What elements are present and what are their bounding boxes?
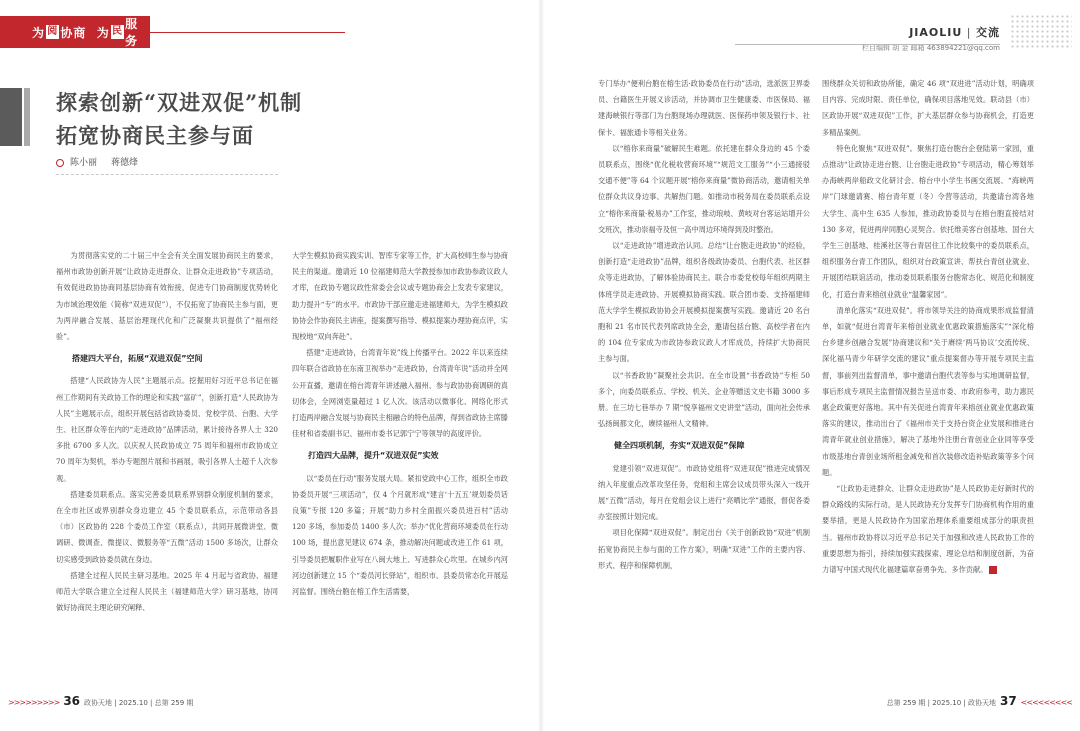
editor-meta: 栏目编辑 胡 金 邮箱 463894221@qq.com xyxy=(861,44,1000,52)
section-heading: 搭建四大平台，拓展“双进双促”空间 xyxy=(72,354,203,364)
header-rule-left xyxy=(150,32,345,33)
header-mid: 协商 为 xyxy=(60,25,110,40)
paragraph: 大学生模拟协商实践实训、智库专家等工作，扩大高校师生参与协商民主的渠道。邀请近 10 位福建师范大学教授参加市政协参政议政人才库，在政协专题议政性常委会会议或专题协商会上发表专家建议，助力提升“专”的水平。市政协干部应邀走进福建师大，为学生模拟政协协会作协商民主讲座，提案撰写指导、模拟提案办理协商点评，实现校地“双向奔赴”。 xyxy=(292,251,508,342)
byline xyxy=(56,155,138,168)
body-column-4 xyxy=(822,76,1034,578)
body-column-1 xyxy=(56,248,278,616)
header-suffix: 服务 xyxy=(125,17,139,48)
header-box-2: 民 xyxy=(111,26,123,37)
page-number-right: 37 xyxy=(999,694,1017,708)
page-number-left: 36 xyxy=(63,694,81,708)
paragraph: 以“书香政协”凝聚社会共识。在全市设置“书香政协”专柜 50 多个，向委员联系点、学校、机关、企业等赠送文史书籍 3000 多册。在三坊七巷举办 7 期“悦享福州文史讲堂”活动，面向社会传承弘扬闽都文化，赓续福州人文精神。 xyxy=(598,370,810,429)
header-rule-right xyxy=(735,44,1000,45)
closing-text: “让政协走进群众、让群众走进政协”是人民政协走好新时代的群众路线的实际行动，是人民政协充分发挥专门协商机构作用的重要举措，更是人民政协作为国家治理体系重要组成部分的职责担当。福州市政协将以习近平总书记关于加强和改进人民政协工作的重要思想为指引，持续加强实践探索、理论总结和制度创新，为奋力谱写中国式现代化福建篇章奋勇争先、多作贡献。 xyxy=(822,484,1034,575)
footer-meta-left: 政协天地 | 2025.10 | 总第 259 期 xyxy=(84,699,194,707)
title-accent-bar xyxy=(0,88,22,146)
paragraph: 搭建全过程人民民主研习基地。2025 年 4 月起与省政协、福建师范大学联合建立全过程人民民主（福建师范大学）研习基地，协同做好协商民主理论研究阐释、 xyxy=(56,570,278,613)
paragraph: 专门举办“便利台胞在榕生活·政协委员在行动”活动，选派医卫界委员、台籍医生开展义诊活动，并协调市卫生健康委、市医保局、福建海峡银行等部门为台胞现场办理就医、医保药申领及银行卡、社保卡、福旅通卡等相关业务。 xyxy=(598,79,810,137)
paragraph: 围绕群众关切和政协所能，确定 46 项“双进进”活动计划，明确项目内容、完成时限、责任单位，确保项目落地见效。联动县（市）区政协开展“双进双促”工作，扩大基层群众参与协商机会，打造更多精品案例。 xyxy=(822,79,1034,137)
brand xyxy=(862,24,1000,40)
paragraph: 项目化保障“双进双促”。制定出台《关于创新政协“双进”机制拓宽协商民主参与面的工作方案》，明确“双进”工作的主要内容、形式、程序和保障机制， xyxy=(598,528,810,570)
brand-en: JIAOLIU xyxy=(909,26,963,39)
article-title xyxy=(56,86,302,152)
paragraph: 为贯彻落实党的二十届三中全会有关全面发展协商民主的要求，福州市政协创新开展“让政协走进群众、让群众走进政协”专项活动，有效促进政协协商同基层协商有效衔接，促进专门协商制度优势转化为市域治理效能（简称“双进双促”），不仅拓宽了协商民主参与面，更为两岸融合发展、基层治理现代化和广泛凝聚共识提供了“福州经验”。 xyxy=(56,251,278,342)
title-line-1: 探索创新“双进双促”机制 xyxy=(56,90,303,115)
paragraph xyxy=(822,481,1034,578)
paragraph: 以“走进政协”增进政治认同。总结“让台胞走进政协”的经验，创新打造“走进政协”品牌，组织各级政协委员、台胞代表、社区群众等走进政协，了解体验协商民主。联合市委党校每年组织两期主体班学员走进政协、开展模拟协商实践。联合团市委、支持福建师范大学学生模拟政协协会开展模拟提案撰写实践。邀请近 20 名台胞和 21 名市民代表列席政协全会，邀请包括台胞、高校学者在内的 104 位专家成为市政协参政议政人才库成员，持续扩大协商民主参与面。 xyxy=(598,241,810,364)
body-column-3 xyxy=(598,76,810,574)
column-header-tab xyxy=(0,16,150,48)
paragraph: 搭建“人民政协为人民”主题展示点。挖掘用好习近平总书记在福州工作期间有关政协工作的理论和实践“富矿”，创新打造“人民政协为人民”主题展示点，组织开展包括省政协委员、党校学员、台胞、大学生、社区群众等在内的“走进政协”品牌活动，累计接待各界人士 320 多批 6700 多人次。以庆祝人民政协成立 75 周年和福州市政协成立 70 周年为契机，举办专题图片展和书画展，吸引各界人士超千人次参观。 xyxy=(56,376,278,483)
paragraph: 特色化聚焦“双进双促”。聚焦打造台胞台企登陆第一家园，重点推动“让政协走进台胞、让台胞走进政协”专项活动，精心筹划举办海峡两岸船政文化研讨会、榕台中小学生书画交流展、“海峡两岸”门球邀请赛、榕台青年夏（冬）令营等活动，共邀请台湾各地大学生、高中生 635 人参加，推动政协委员与在榕台胞直接结对 130 多对，促进两岸同胞心灵契合。依托维美客台创基地、国台大学生三创基地、桂溪社区等台青居住工作比较集中的委员联系点，组织服务台青工作团队，组织对台政策宣讲、帮扶台青创业就业、开展团结联谊活动，推动委员联系服务台胞常态化、规范化和制度化，打造台青来榕创业就业“温馨家园”。 xyxy=(822,143,1034,299)
header-prefix-1: 为 xyxy=(32,25,46,40)
page-spine xyxy=(538,0,544,731)
body-column-2 xyxy=(292,248,508,600)
footer-arrows-left: >>>>>>>>> xyxy=(8,698,60,707)
title-line-2: 拓宽协商民主参与面 xyxy=(56,123,254,148)
section-heading: 打造四大品牌，提升“双进双促”实效 xyxy=(308,451,439,461)
end-mark-icon: Z xyxy=(989,566,997,574)
footer-meta-right: 总第 259 期 | 2025.10 | 政协天地 xyxy=(886,699,996,707)
brand-sep: | xyxy=(966,26,972,39)
footer-arrows-right: <<<<<<<<< xyxy=(1020,698,1072,707)
paragraph: 搭建“走进政协，台湾青年说”线上传播平台。2022 年以来连续四年联合省政协在东南卫视举办“走进政协，台湾青年说”活动并全网公开直播，邀请在榕台湾青年讲述融入福州、参与政协协商调研的真切体会，全网浏览量超过 1 亿人次。该活动以微事化、网络化形式打造两岸融合发展与协商民主相融合的特色品牌，得到省政协主席滕佳材和省委副书记、福州市委书记郭宁宁等领导的高度评价。 xyxy=(292,348,508,439)
author-1: 陈小丽 xyxy=(70,158,98,168)
paragraph: 清单化落实“双进双促”。将市领导关注的协商成果形成监督清单，如就“促进台湾青年来榕创业就业优惠政策措施落实”“深化榕台乡建乡创融合发展”协商建议和“关于赓续‘两马协议’交流传统、深化福马青少年研学交流的建议”重点提案督办等开展专项民主监督，事前列出监督清单，事中邀请台胞代表等参与实地调研监督，事后形成专项民主监督情况报告呈送市委、市政府参考，助力惠民惠企政策更好落地。其中有关促进台湾青年来榕创业就业优惠政策落实的建议，推动出台了《福州市关于支持台资企业发展和推进台湾青年就业创业措施》，解决了基地外注册台青创业企业同等享受市级基地台青创业场所租金减免和首次装修改造补贴政策等多个问题。 xyxy=(822,305,1034,477)
paragraph: 以“榕你来商量”破解民生难题。依托建在群众身边的 45 个委员联系点，围绕“优化税收营商环境”“规范文工服务”“小三通接驳交通不便”等 64 个议题开展“榕你来商量”微协商活动，邀请相关单位群众共议身边事、共解热门题。如推动市税务局在委员联系点设立“榕你来商量·税易办”工作室，推动琅岐、黄岐对台客运站增开公交班次，推动崇福寺及恒一高中周边环境得到及时整治。 xyxy=(598,143,810,234)
brand-cn: 交流 xyxy=(976,26,1000,39)
byline-bullet-icon xyxy=(56,159,64,167)
paragraph: 党建引领“双进双促”。市政协党组将“双进双促”推进完成情况纳入年度重点改革攻坚任务，党组和主席会议成员带头深入一线开展“五微”活动，每月在党组会议上进行“亮晒比学”通报，督促各委办室按照计划完成。 xyxy=(598,463,810,522)
byline-divider xyxy=(56,174,278,175)
author-2: 蒋德烽 xyxy=(111,158,139,168)
section-label xyxy=(862,24,1000,53)
footer-right xyxy=(887,694,1072,708)
header-box-1: 阅 xyxy=(47,26,59,37)
paragraph: 以“委员在行动”服务发展大局。紧扣党政中心工作，组织全市政协委员开展“三项活动”，仅 4 个月就形成“建言‘十五五’规划委员话良策”专报 120 多篇；开展“助力乡村全面振兴委员进百村”活动 120 多场，参加委员 1400 多人次；举办“优化营商环境委员在行动 100 场，提出意见建议 674 条，推动解决问题或改进工作 61 项，引导委员把履职作业写在八闽大地上、写进群众心坎里。在城乡内河河边创新建立 15 个“委员河长驿站”，组织市、县委员常态化开展巡河监督。围绕台胞在榕工作生活需要， xyxy=(292,473,508,597)
dot-pattern-decoration xyxy=(1010,14,1072,48)
paragraph: 搭建委员联系点。落实完善委员联系界别群众制度机制的要求，在全市社区或界别群众身边建立 45 个委员联系点，示范带动各县（市）区政协的 228 个委员工作室（联系点），共同开展微讲堂、微调研、微调查、微提议、微服务等“五微”活动 1500 多场次，让群众切实感受到政协委员就在身边。 xyxy=(56,489,278,564)
section-heading: 健全四项机制，夯实“双进双促”保障 xyxy=(614,441,745,451)
title-accent-bar-light xyxy=(24,88,30,146)
footer-left xyxy=(8,694,193,708)
